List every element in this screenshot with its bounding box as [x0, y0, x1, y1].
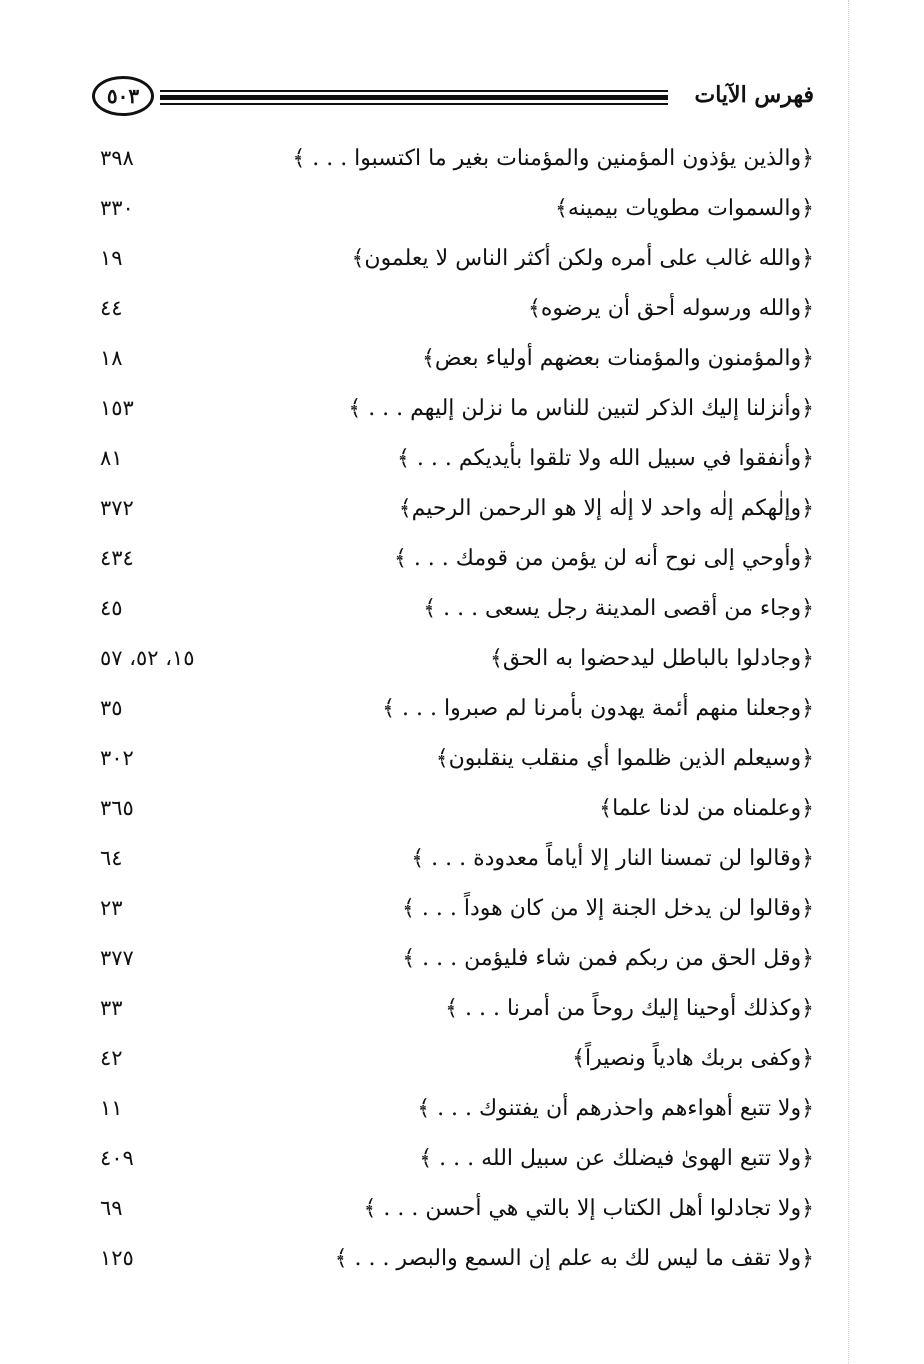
index-entry	[92, 640, 814, 690]
page-reference: ٨١	[100, 446, 123, 470]
header-rule	[160, 90, 668, 108]
verse-text: ﴿والله ورسوله أحق أن يرضوه﴾	[528, 296, 814, 321]
page-reference: ١٥٣	[100, 396, 134, 420]
verse-text: ﴿ولا تتبع أهواءهم واحذرهم أن يفتنوك . . . ﴾	[417, 1096, 814, 1121]
verse-text: ﴿والمؤمنون والمؤمنات بعضهم أولياء بعض﴾	[422, 346, 814, 371]
verse-text: ﴿ولا تقف ما ليس لك به علم إن السمع والبصر . . . ﴾	[334, 1246, 814, 1271]
verse-text: ﴿وكفى بربك هادياً ونصيراً﴾	[572, 1046, 814, 1071]
verse-text: ﴿وإلٰهكم إلٰه واحد لا إلٰه إلا هو الرحمن الرحيم﴾	[398, 496, 814, 521]
page-reference: ٤٢	[100, 1046, 123, 1070]
index-entry	[92, 1090, 814, 1140]
index-entry	[92, 140, 814, 190]
page-reference: ١٩	[100, 246, 123, 270]
page-reference: ٣٣٠	[100, 196, 134, 220]
index-entry	[92, 740, 814, 790]
index-entry	[92, 590, 814, 640]
page-reference: ٣٥	[100, 696, 123, 720]
page-reference: ٣٦٥	[100, 796, 134, 820]
page-reference: ٤٣٤	[100, 546, 134, 570]
verse-text: ﴿وقالوا لن تمسنا النار إلا أياماً معدودة . . . ﴾	[411, 846, 814, 871]
verse-text: ﴿وأنزلنا إليك الذكر لتبين للناس ما نزلن إليهم . . . ﴾	[348, 396, 814, 421]
page-header	[92, 72, 814, 132]
index-entry	[92, 690, 814, 740]
index-entry	[92, 890, 814, 940]
verse-text: ﴿وقل الحق من ربكم فمن شاء فليؤمن . . . ﴾	[402, 946, 814, 971]
index-entry	[92, 540, 814, 590]
index-entry	[92, 1190, 814, 1240]
page-reference: ٤٠٩	[100, 1146, 134, 1170]
index-entry	[92, 190, 814, 240]
verse-index-list	[92, 140, 814, 1290]
verse-text: ﴿وأوحي إلى نوح أنه لن يؤمن من قومك . . . ﴾	[393, 546, 814, 571]
verse-text: ﴿وجادلوا بالباطل ليدحضوا به الحق﴾	[489, 646, 814, 671]
verse-text: ﴿وقالوا لن يدخل الجنة إلا من كان هوداً . . . ﴾	[402, 896, 814, 921]
verse-text: ﴿وكذلك أوحينا إليك روحاً من أمرنا . . . ﴾	[445, 996, 814, 1021]
page-edge-mark	[847, 0, 849, 1364]
index-entry	[92, 490, 814, 540]
verse-text: ﴿وعلمناه من لدنا علما﴾	[599, 796, 814, 821]
page-reference: ٦٤	[100, 846, 123, 870]
index-entry	[92, 290, 814, 340]
page-reference: ٣٧٧	[100, 946, 134, 970]
page-reference: ٣٠٢	[100, 746, 134, 770]
index-entry	[92, 1040, 814, 1090]
verse-text: ﴿وجاء من أقصى المدينة رجل يسعى . . . ﴾	[423, 596, 814, 621]
index-entry	[92, 440, 814, 490]
index-entry	[92, 940, 814, 990]
index-entry	[92, 240, 814, 290]
index-entry	[92, 840, 814, 890]
page-reference: ١٥، ٥٢، ٥٧	[100, 646, 195, 670]
verse-text: ﴿وسيعلم الذين ظلموا أي منقلب ينقلبون﴾	[435, 746, 814, 771]
index-entry	[92, 340, 814, 390]
page-reference: ٦٩	[100, 1196, 123, 1220]
page-reference: ٢٣	[100, 896, 123, 920]
page-reference: ٣٣	[100, 996, 123, 1020]
verse-text: ﴿وأنفقوا في سبيل الله ولا تلقوا بأيديكم . . . ﴾	[396, 446, 814, 471]
page-title: فهرس الآيات	[694, 82, 814, 108]
verse-text: ﴿ولا تتبع الهوىٰ فيضلك عن سبيل الله . . . ﴾	[419, 1146, 814, 1171]
page-reference: ٤٥	[100, 596, 123, 620]
page-reference: ١٨	[100, 346, 123, 370]
page-reference: ٣٩٨	[100, 146, 134, 170]
index-entry	[92, 390, 814, 440]
verse-text: ﴿وجعلنا منهم أئمة يهدون بأمرنا لم صبروا . . . ﴾	[382, 696, 814, 721]
verse-text: ﴿والذين يؤذون المؤمنين والمؤمنات بغير ما اكتسبوا . . . ﴾	[292, 146, 814, 171]
index-entry	[92, 1240, 814, 1290]
page-number-badge: ٥٠٣	[92, 76, 154, 116]
index-entry	[92, 1140, 814, 1190]
verse-text: ﴿والسموات مطويات بيمينه﴾	[554, 196, 814, 221]
verse-text: ﴿والله غالب على أمره ولكن أكثر الناس لا يعلمون﴾	[351, 246, 814, 271]
page-reference: ٣٧٢	[100, 496, 134, 520]
verse-text: ﴿ولا تجادلوا أهل الكتاب إلا بالتي هي أحسن . . . ﴾	[363, 1196, 814, 1221]
page-reference: ١١	[100, 1096, 123, 1120]
page-reference: ٤٤	[100, 296, 123, 320]
index-entry	[92, 790, 814, 840]
page-reference: ١٢٥	[100, 1246, 134, 1270]
index-entry	[92, 990, 814, 1040]
